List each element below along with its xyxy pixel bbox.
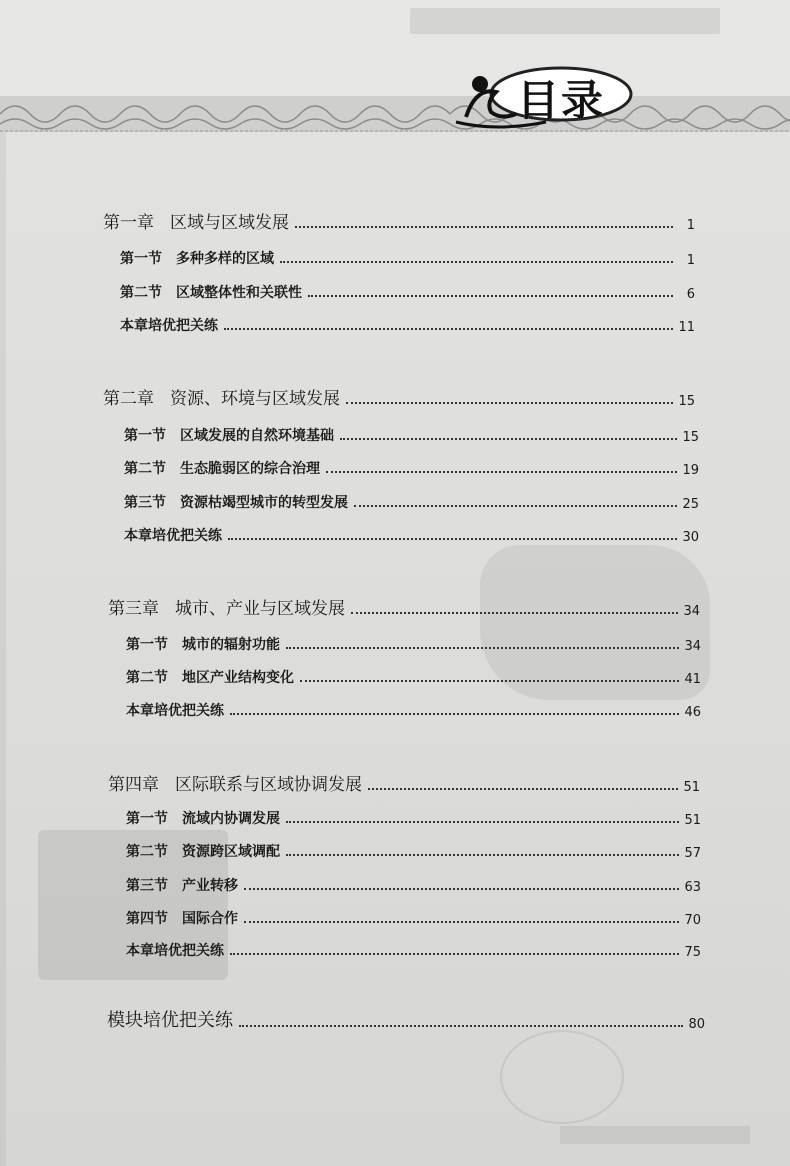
page-number: 75 xyxy=(684,945,701,960)
toc-row[interactable] xyxy=(124,492,699,512)
page-number: 25 xyxy=(682,497,699,512)
section-number: 第二节 xyxy=(124,461,166,477)
dot-leader xyxy=(228,537,677,540)
toc-row[interactable] xyxy=(124,425,699,445)
dot-leader xyxy=(224,327,673,330)
dot-leader xyxy=(286,820,679,823)
toc-row[interactable] xyxy=(108,770,700,795)
dot-leader xyxy=(239,1024,683,1027)
page-number: 15 xyxy=(682,430,699,445)
section-title: 资源枯竭型城市的转型发展 xyxy=(180,495,348,511)
toc-row[interactable] xyxy=(126,667,701,687)
page-number: 46 xyxy=(684,705,701,720)
page-number: 30 xyxy=(682,530,699,545)
section-title: 本章培优把关练 xyxy=(126,703,224,719)
page-number: 80 xyxy=(688,1017,705,1032)
section-title: 本章培优把关练 xyxy=(124,528,222,544)
chapter-title: 资源、环境与区域发展 xyxy=(170,389,340,409)
toc-row[interactable] xyxy=(120,315,695,335)
toc-row[interactable] xyxy=(108,594,700,619)
dot-leader xyxy=(351,611,678,614)
dot-leader xyxy=(230,712,679,715)
dot-leader xyxy=(308,294,673,297)
page-number: 63 xyxy=(684,880,701,895)
section-title: 区域整体性和关联性 xyxy=(176,285,302,301)
toc-row[interactable] xyxy=(124,525,699,545)
section-number: 第二节 xyxy=(126,670,168,686)
chapter-number: 第三章 xyxy=(108,599,159,619)
section-title: 流域内协调发展 xyxy=(182,811,280,827)
page-number: 57 xyxy=(684,846,701,861)
section-number: 第三节 xyxy=(124,495,166,511)
chapter-title: 区际联系与区域协调发展 xyxy=(175,775,362,795)
section-title: 本章培优把关练 xyxy=(120,318,218,334)
section-title: 本章培优把关练 xyxy=(126,943,224,959)
dot-leader xyxy=(230,952,679,955)
chapter-title: 区域与区域发展 xyxy=(170,213,289,233)
dot-leader xyxy=(244,887,679,890)
section-title: 产业转移 xyxy=(182,878,238,894)
section-number: 第四节 xyxy=(126,911,168,927)
toc-row[interactable] xyxy=(107,1006,705,1032)
section-title: 生态脆弱区的综合治理 xyxy=(180,461,320,477)
dot-leader xyxy=(340,437,677,440)
page-number: 11 xyxy=(678,320,695,335)
page-number: 51 xyxy=(684,813,701,828)
dot-leader xyxy=(286,853,679,856)
dot-leader xyxy=(346,401,673,404)
page-number: 15 xyxy=(678,394,695,409)
dot-leader xyxy=(368,787,678,790)
toc-row[interactable] xyxy=(126,700,701,720)
section-title: 城市的辐射功能 xyxy=(182,637,280,653)
dot-leader xyxy=(286,646,679,649)
page-number: 70 xyxy=(684,913,701,928)
section-number: 第一节 xyxy=(124,428,166,444)
section-title: 地区产业结构变化 xyxy=(182,670,294,686)
toc-row[interactable] xyxy=(126,940,701,960)
dot-leader xyxy=(354,504,677,507)
chapter-title: 城市、产业与区域发展 xyxy=(175,599,345,619)
page-number: 1 xyxy=(686,253,695,268)
section-number: 第三节 xyxy=(126,878,168,894)
chapter-number: 第一章 xyxy=(103,213,154,233)
section-title: 国际合作 xyxy=(182,911,238,927)
page-number: 34 xyxy=(683,604,700,619)
section-number: 第一节 xyxy=(120,251,162,267)
toc-row[interactable] xyxy=(103,208,695,233)
section-number: 第二节 xyxy=(120,285,162,301)
chapter-number: 第四章 xyxy=(108,775,159,795)
module-title: 模块培优把关练 xyxy=(107,1010,233,1031)
page-title: 目录 xyxy=(517,76,606,125)
page-number: 6 xyxy=(686,287,695,302)
toc-row[interactable] xyxy=(124,458,699,478)
section-number: 第一节 xyxy=(126,811,168,827)
dot-leader xyxy=(326,470,677,473)
dot-leader xyxy=(280,260,673,263)
toc-row[interactable] xyxy=(126,875,701,895)
page-number: 51 xyxy=(683,780,700,795)
page-number: 1 xyxy=(686,218,695,233)
page-number: 34 xyxy=(684,639,701,654)
toc-row[interactable] xyxy=(103,384,695,409)
toc-row[interactable] xyxy=(126,808,701,828)
toc-row[interactable] xyxy=(120,248,695,268)
dot-leader xyxy=(244,920,679,923)
chapter-number: 第二章 xyxy=(103,389,154,409)
dot-leader xyxy=(300,679,679,682)
toc-row[interactable] xyxy=(126,634,701,654)
toc-row[interactable] xyxy=(126,908,701,928)
section-title: 区域发展的自然环境基础 xyxy=(180,428,334,444)
section-number: 第一节 xyxy=(126,637,168,653)
section-number: 第二节 xyxy=(126,844,168,860)
section-title: 多种多样的区域 xyxy=(176,251,274,267)
dot-leader xyxy=(295,225,673,228)
toc-row[interactable] xyxy=(126,841,701,861)
toc-row[interactable] xyxy=(120,282,695,302)
page-number: 19 xyxy=(682,463,699,478)
section-title: 资源跨区域调配 xyxy=(182,844,280,860)
page-number: 41 xyxy=(684,672,701,687)
